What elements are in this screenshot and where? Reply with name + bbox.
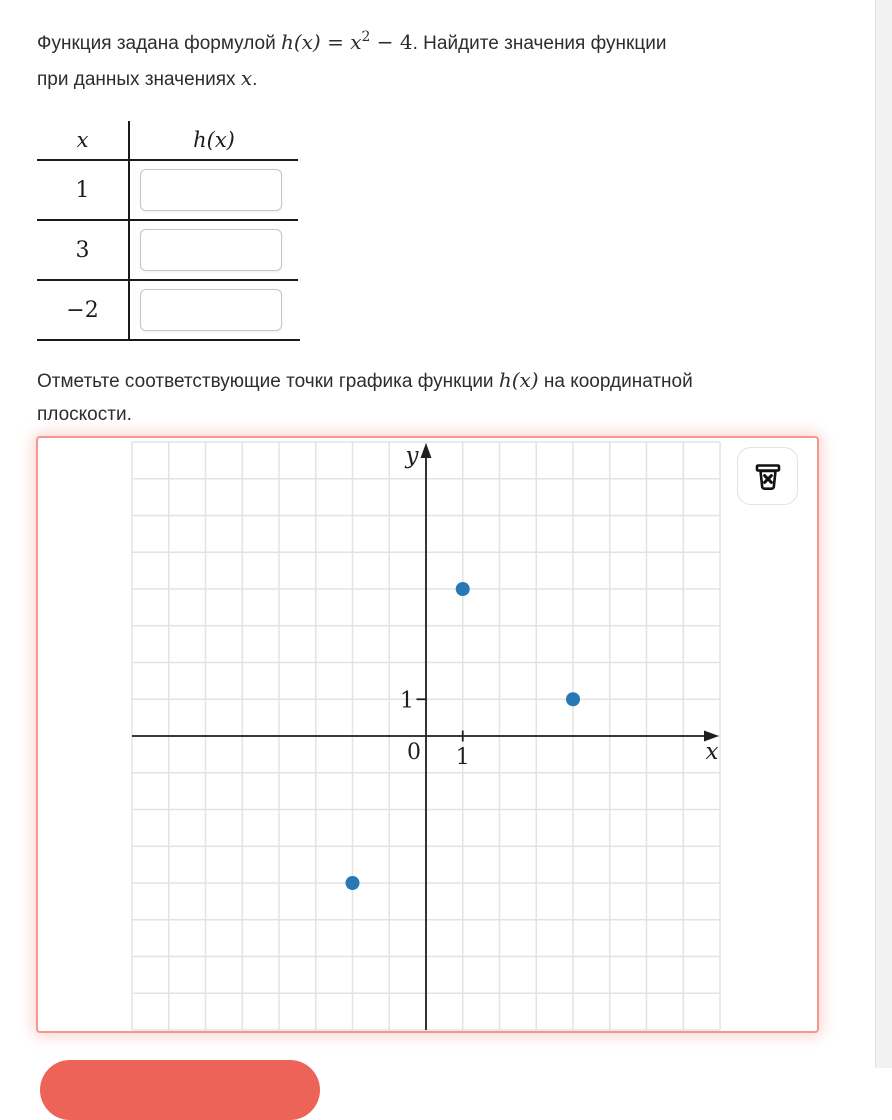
origin-label: 0 xyxy=(407,740,421,765)
instruction-text-3: плоскости. xyxy=(37,404,132,425)
formula-x: x xyxy=(350,30,362,54)
statement-text-2: . Найдите значения функции xyxy=(412,33,667,54)
statement-text: Функция задана формулой xyxy=(37,33,281,54)
y-tick-label-1: 1 xyxy=(400,688,414,714)
formula-exponent: 2 xyxy=(361,29,371,45)
hx-input-row2[interactable] xyxy=(140,229,282,271)
problem-statement xyxy=(37,26,827,96)
statement-text-3: при данных значениях xyxy=(37,69,241,90)
hx-input-row1[interactable] xyxy=(140,169,282,211)
statement-period: . xyxy=(252,69,258,90)
hx-input-row3[interactable] xyxy=(140,289,282,331)
plotted-point[interactable] xyxy=(566,692,580,706)
coordinate-plane[interactable] xyxy=(36,436,819,1033)
coordinate-plane-svg[interactable] xyxy=(38,438,817,1031)
table-header-hx: h(x) xyxy=(193,128,235,152)
plot-instruction xyxy=(37,364,827,431)
plotted-point[interactable] xyxy=(346,876,360,890)
values-table xyxy=(37,121,300,341)
axes xyxy=(132,443,719,1030)
table-x-value-3: −2 xyxy=(37,279,130,339)
instruction-text-2: на координатной xyxy=(538,371,693,392)
scrollbar-track[interactable] xyxy=(875,0,892,1068)
plotted-point[interactable] xyxy=(456,582,470,596)
y-axis-label: y xyxy=(405,443,419,469)
statement-var-x: x xyxy=(240,66,253,90)
clear-points-button[interactable] xyxy=(737,447,798,505)
instruction-formula-hx: h(x) xyxy=(498,368,539,392)
formula-tail: − 4 xyxy=(370,30,413,54)
instruction-text: Отметьте соответствующие точки графика функции xyxy=(37,371,499,392)
trash-x-icon xyxy=(750,458,786,494)
table-row xyxy=(130,159,298,219)
table-x-value-2: 3 xyxy=(37,219,130,279)
bottom-action-button[interactable] xyxy=(40,1060,320,1120)
x-axis-label: x xyxy=(705,739,719,765)
table-header-x: x xyxy=(37,121,130,159)
formula-hx: h(x) xyxy=(280,30,321,54)
table-row xyxy=(130,279,298,339)
table-row xyxy=(130,219,298,279)
x-tick-label-1: 1 xyxy=(455,745,470,770)
formula-equals: = xyxy=(320,30,351,54)
table-x-value-1: 1 xyxy=(37,159,130,219)
